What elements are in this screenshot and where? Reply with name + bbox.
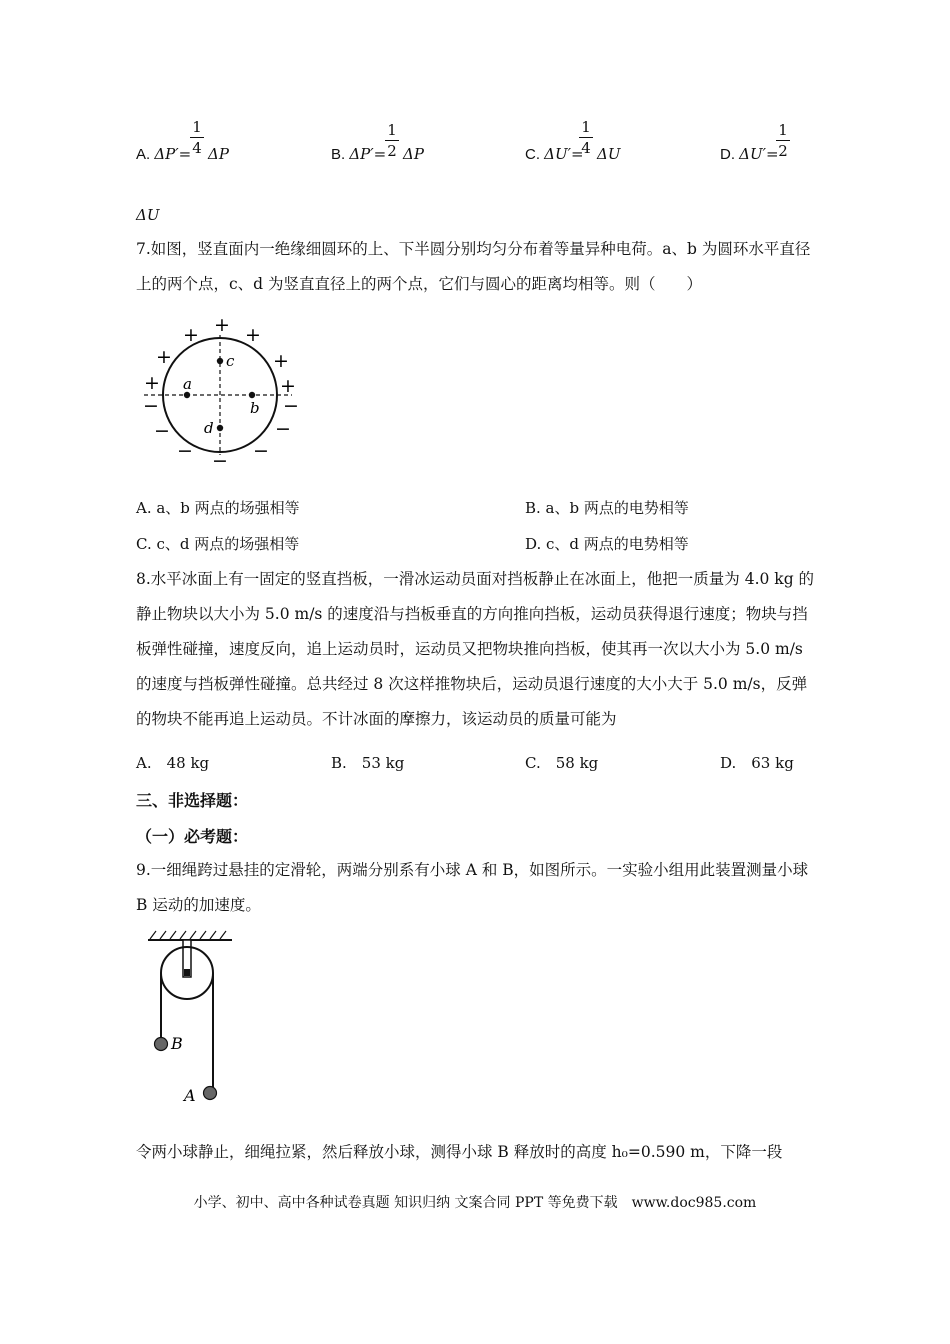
q6-option-c — [525, 145, 584, 163]
q6-option-b — [331, 145, 386, 163]
ceiling-hatching — [150, 931, 226, 939]
subsection-heading: （一）必考题： — [136, 827, 249, 846]
q6-option-a-num: 1 — [192, 118, 202, 136]
plus-charge: + — [273, 350, 289, 372]
q6-option-a-rhs: ΔP — [208, 145, 229, 163]
q9-continued: 令两小球静止，细绳拉紧，然后释放小球，测得小球 B 释放时的高度 h₀=0.590 m，下降一段 — [136, 1143, 783, 1161]
ball-a-label: A — [184, 1086, 196, 1105]
q6-option-b-fraction — [385, 122, 399, 159]
q9-pulley-figure — [140, 925, 240, 1110]
q6-option-a-den: 4 — [192, 139, 202, 157]
ball-a — [204, 1087, 217, 1100]
q6-option-b-num: 1 — [387, 121, 397, 139]
q6-option-a-label: A. — [136, 146, 155, 163]
minus-charge: − — [154, 420, 170, 442]
q7-ring-figure — [140, 315, 310, 475]
point-d-label: d — [204, 419, 214, 437]
plus-charge: + — [156, 346, 172, 368]
q6-option-d-fraction — [776, 122, 790, 159]
fraction-bar — [776, 140, 790, 141]
q6-option-a-fraction — [190, 119, 204, 156]
q8-option-d: D. 63 kg — [720, 754, 794, 772]
q6-option-b-label: B. — [331, 146, 350, 163]
point-b-label: b — [250, 399, 260, 417]
point-a-label: a — [183, 375, 192, 393]
page-footer: 小学、初中、高中各种试卷真题 知识归纳 文案合同 PPT 等免费下载 www.doc985.com — [193, 1195, 757, 1211]
minus-charge: − — [177, 440, 193, 462]
q6-option-b-lhs: ΔP′= — [349, 145, 387, 163]
fraction-bar — [579, 137, 593, 138]
q6-option-b-den: 2 — [387, 142, 397, 160]
q6-option-d-num: 1 — [778, 121, 788, 139]
q7-option-d: D. c、d 两点的电势相等 — [525, 535, 689, 553]
plus-charge: + — [214, 315, 230, 336]
plus-charge: + — [245, 324, 261, 346]
q8-option-b: B. 53 kg — [331, 754, 405, 772]
q7-option-a: A. a、b 两点的场强相等 — [136, 499, 300, 517]
q7-option-b: B. a、b 两点的电势相等 — [525, 499, 689, 517]
point-c-dot — [217, 358, 223, 364]
q8-option-c: C. 58 kg — [525, 754, 599, 772]
q6-option-a — [136, 145, 191, 163]
plus-charge: + — [280, 375, 296, 397]
q6-option-d — [720, 145, 779, 163]
plus-charge: + — [183, 324, 199, 346]
point-b-dot — [249, 392, 255, 398]
point-c-label: c — [226, 352, 235, 370]
q7-stem: 7.如图，竖直面内一绝缘细圆环的上、下半圆分别均匀分布着等量异种电荷。a、b 为圆环水平直径上的两个点，c、d 为竖直直径上的两个点，它们与圆心的距离均相等。则（ ） — [136, 240, 811, 293]
q6-option-b-rhs: ΔP — [403, 145, 424, 163]
q6-option-c-lhs: ΔU′= — [544, 145, 584, 163]
ball-b-label: B — [171, 1034, 183, 1053]
q6-option-c-den: 4 — [581, 139, 591, 157]
minus-charge: − — [275, 418, 291, 440]
minus-charge: − — [143, 395, 159, 417]
q6-option-a-lhs: ΔP′= — [154, 145, 192, 163]
q6-option-c-fraction — [579, 119, 593, 156]
minus-charge: − — [253, 440, 269, 462]
q6-option-c-rhs: ΔU — [597, 145, 621, 163]
q6-option-d-rhs: ΔU — [136, 206, 160, 224]
q8-stem: 8.水平冰面上有一固定的竖直挡板，一滑冰运动员面对挡板静止在冰面上，他把一质量为 4.0 kg 的静止物块以大小为 5.0 m/s 的速度沿与挡板垂直的方向推向挡板，运动员获得退行速度；物块与挡板弹性碰撞，速度反向，追上运动员时，运动员又把物块推向挡板，使其再一次以大小为 5.0 m/s 的速度与挡板弹性碰撞。总共经过 8 次这样推物块后，运动员退行速度的大小大于 5.0 m/s，反弹的物块不能再追上运动员。不计冰面的摩擦力，该运动员的质量可能为 — [136, 570, 815, 728]
fraction-bar — [190, 137, 204, 138]
q6-option-c-label: C. — [525, 146, 545, 163]
q7-option-c: C. c、d 两点的场强相等 — [136, 535, 300, 553]
ball-b — [155, 1038, 168, 1051]
q9-stem: 9.一细绳跨过悬挂的定滑轮，两端分别系有小球 A 和 B，如图所示。一实验小组用此装置测量小球 B 运动的加速度。 — [136, 861, 809, 914]
pulley-axle — [184, 969, 190, 976]
fraction-bar — [385, 140, 399, 141]
q8-option-a: A. 48 kg — [136, 754, 210, 772]
section-heading: 三、非选择题： — [136, 791, 249, 810]
q6-option-d-den: 2 — [778, 142, 788, 160]
q6-option-c-num: 1 — [581, 118, 591, 136]
minus-charge: − — [212, 450, 228, 472]
q6-option-d-label: D. — [720, 146, 740, 163]
minus-charge: − — [283, 395, 299, 417]
q6-option-d-lhs: ΔU′= — [739, 145, 779, 163]
plus-charge: + — [144, 372, 160, 394]
point-d-dot — [217, 425, 223, 431]
